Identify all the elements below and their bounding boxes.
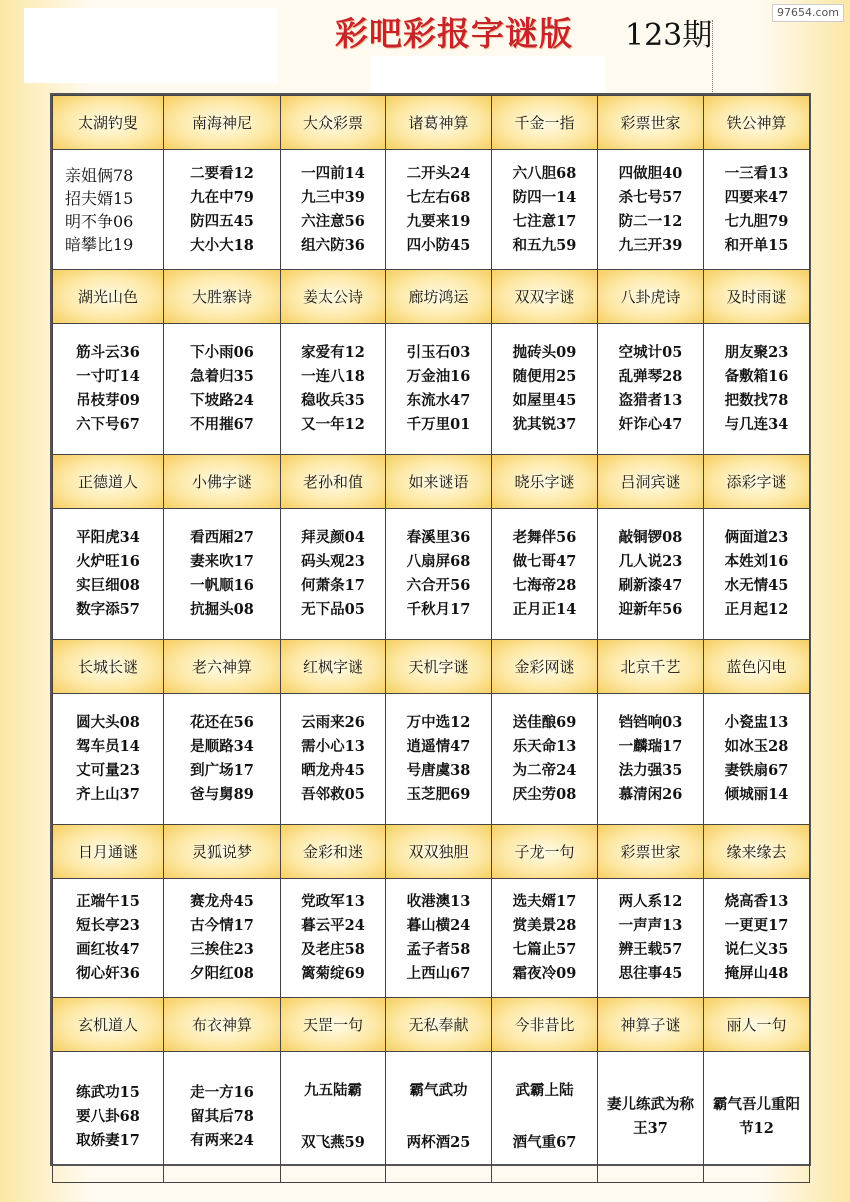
expert-name-cell: 双双独胆: [386, 825, 492, 879]
riddle-cell: [281, 879, 386, 998]
expert-name-cell: 廊坊鸿运: [386, 270, 492, 324]
riddle-line: 东流水47: [406, 392, 471, 409]
riddle-line: 看西厢27: [190, 529, 254, 546]
riddle-line: 一四前14: [301, 164, 365, 182]
header-row: [53, 455, 810, 509]
blank-line: [281, 1103, 385, 1131]
riddle-line: 一声声13: [618, 917, 683, 934]
riddle-cell: [492, 1052, 598, 1183]
riddle-line: 万金油16: [406, 368, 471, 385]
riddle-line: 双飞燕59: [301, 1134, 365, 1151]
riddle-line: 急着归35: [190, 368, 254, 385]
riddle-line: 引玉石03: [406, 344, 471, 361]
riddle-line: 俩面道23: [724, 529, 789, 546]
riddle-line: 驾车员14: [76, 738, 140, 755]
expert-name-cell: 红枫字谜: [281, 640, 386, 694]
riddle-line: 千万里01: [406, 416, 471, 433]
riddle-line: 走一方16: [190, 1084, 254, 1101]
expert-name-cell: 如来谜语: [386, 455, 492, 509]
riddle-line: 王37: [633, 1120, 668, 1137]
riddle-line: 爸与舅89: [190, 786, 254, 803]
riddle-cell: [704, 324, 810, 455]
riddle-cell: [164, 694, 281, 825]
riddle-line: 与几连34: [724, 416, 789, 433]
riddle-line: 及老庄58: [301, 941, 365, 958]
riddle-line: 夕阳红08: [190, 965, 254, 982]
expert-name-cell: 灵狐说梦: [164, 825, 281, 879]
riddle-line: 大小大18: [190, 236, 254, 254]
riddle-line: 四小防45: [406, 236, 471, 254]
riddle-row: [53, 509, 810, 640]
riddle-line: 奸诈心47: [618, 416, 683, 433]
expert-name-cell: 老六神算: [164, 640, 281, 694]
expert-name-cell: 老孙和值: [281, 455, 386, 509]
riddle-line: 一更更17: [724, 917, 789, 934]
riddle-line: 烧高香13: [724, 893, 789, 910]
riddle-line: 七海帝28: [512, 577, 577, 594]
riddle-line: 慕清闲26: [618, 786, 683, 803]
blank-area-middle: [370, 56, 605, 94]
riddle-line: 到广场17: [190, 762, 254, 779]
riddle-cell: [492, 150, 598, 270]
expert-name-cell: 玄机道人: [53, 998, 164, 1052]
riddle-line: 四要来47: [724, 188, 789, 206]
riddle-line: 随便用25: [512, 368, 577, 385]
riddle-line: 法力强35: [618, 762, 683, 779]
site-watermark: 97654.com: [772, 4, 844, 22]
riddle-cell: [598, 509, 704, 640]
riddle-cell: [386, 150, 492, 270]
riddle-line: 明不争06: [65, 211, 134, 231]
riddle-line: 丈可量23: [76, 762, 140, 779]
blank-line: [386, 1103, 491, 1131]
riddle-cell: [53, 324, 164, 455]
riddle-line: 平阳虎34: [76, 529, 140, 546]
expert-name-cell: 姜太公诗: [281, 270, 386, 324]
expert-name-cell: 诸葛神算: [386, 96, 492, 150]
riddle-line: 画红妆47: [76, 941, 140, 958]
riddle-line: 节12: [739, 1120, 774, 1137]
riddle-cell: [281, 324, 386, 455]
expert-name-cell: 正德道人: [53, 455, 164, 509]
riddle-line: 六注意56: [301, 212, 365, 230]
riddle-cell: [598, 324, 704, 455]
riddle-line: 乱弹琴28: [618, 368, 683, 385]
riddle-line: 招夫婿15: [65, 188, 134, 208]
riddle-cell: [164, 509, 281, 640]
riddle-cell: [281, 1052, 386, 1183]
riddle-line: 厌尘劳08: [512, 786, 577, 803]
expert-name-cell: 彩票世家: [598, 96, 704, 150]
expert-name-cell: 千金一指: [492, 96, 598, 150]
riddle-line: 暮山横24: [406, 917, 471, 934]
expert-name-cell: 日月通谜: [53, 825, 164, 879]
riddle-line: 要八卦68: [76, 1108, 140, 1125]
riddle-line: 霸气吾儿重阳: [713, 1096, 800, 1113]
riddle-line: 思往事45: [618, 965, 683, 982]
riddle-line: 为二帝24: [512, 762, 577, 779]
riddle-cell: [53, 1052, 164, 1183]
riddle-cell: [53, 694, 164, 825]
expert-name-cell: 双双字谜: [492, 270, 598, 324]
expert-name-cell: 大众彩票: [281, 96, 386, 150]
riddle-line: 取娇妻17: [76, 1132, 140, 1149]
riddle-line: 赏美景28: [512, 917, 577, 934]
blank-line: [492, 1103, 597, 1131]
expert-name-cell: 北京千艺: [598, 640, 704, 694]
riddle-cell: [704, 150, 810, 270]
expert-name-cell: 长城长谜: [53, 640, 164, 694]
riddle-line: 防二一12: [618, 212, 683, 230]
riddle-line: 正端午15: [76, 893, 140, 910]
expert-name-cell: 蓝色闪电: [704, 640, 810, 694]
expert-name-cell: 八卦虎诗: [598, 270, 704, 324]
riddle-line: 吊枝芽09: [76, 392, 140, 409]
riddle-line: 迎新年56: [618, 601, 683, 618]
riddle-cell: [492, 694, 598, 825]
riddle-row: [53, 324, 810, 455]
riddle-line: 孟子者58: [406, 941, 471, 958]
expert-name-cell: 吕洞宾谜: [598, 455, 704, 509]
riddle-line: 下小雨06: [190, 344, 254, 361]
riddle-line: 稳收兵35: [301, 392, 365, 409]
riddle-cell: [386, 509, 492, 640]
riddle-line: 防四一14: [512, 188, 577, 206]
riddle-line: 一帆顺16: [190, 577, 254, 594]
riddle-cell: [704, 1052, 810, 1183]
riddle-line: 六合开56: [406, 577, 471, 594]
riddle-cell: [704, 694, 810, 825]
riddle-cell: [598, 879, 704, 998]
riddle-line: 实巨细08: [76, 577, 140, 594]
riddle-line: 盗猎者13: [618, 392, 683, 409]
dotted-divider: [712, 20, 713, 92]
riddle-line: 号唐虞38: [406, 762, 471, 779]
riddle-line: 备敷箱16: [724, 368, 789, 385]
riddle-line: 筋斗云36: [76, 344, 140, 361]
riddle-cell: [704, 509, 810, 640]
riddle-line: 本姓刘16: [724, 553, 789, 570]
riddle-cell: [281, 150, 386, 270]
riddle-line: 和五九59: [512, 236, 577, 254]
riddle-line: 一连八18: [301, 368, 365, 385]
riddle-line: 又一年12: [301, 416, 365, 433]
riddle-line: 春溪里36: [406, 529, 471, 546]
riddle-line: 朋友聚23: [724, 344, 789, 361]
riddle-line: 掩屏山48: [724, 965, 789, 982]
riddle-line: 拜灵颜04: [301, 529, 365, 546]
riddle-line: 七注意17: [512, 212, 577, 230]
riddle-line: 是顺路34: [190, 738, 254, 755]
riddle-line: 七九胆79: [724, 212, 789, 230]
riddle-line: 下坡路24: [190, 392, 254, 409]
riddle-line: 如屋里45: [512, 392, 577, 409]
riddle-line: 上西山67: [406, 965, 471, 982]
riddle-line: 齐上山37: [76, 786, 140, 803]
riddle-line: 收港澳13: [406, 893, 471, 910]
riddle-line: 八扇屏68: [406, 553, 471, 570]
riddle-line: 组六防36: [301, 236, 365, 254]
riddle-line: 无下品05: [301, 601, 365, 618]
riddle-line: 乐天命13: [512, 738, 577, 755]
riddle-line: 两人系12: [618, 893, 683, 910]
riddle-cell: [164, 1052, 281, 1183]
riddle-line: 小瓷盅13: [724, 714, 789, 731]
riddle-line: 花还在56: [190, 714, 254, 731]
riddle-line: 三挨住23: [190, 941, 254, 958]
riddle-line: 码头观23: [301, 553, 365, 570]
riddle-cell: [386, 1052, 492, 1183]
riddle-line: 正月起12: [724, 601, 789, 618]
riddle-line: 暗攀比19: [65, 234, 134, 254]
issue-number: 123期: [625, 18, 713, 53]
riddle-line: 做七哥47: [512, 553, 577, 570]
blank-area-left: [24, 8, 278, 83]
riddle-line: 二开头24: [406, 164, 471, 182]
riddle-line: 六下号67: [76, 416, 140, 433]
riddle-line: 水无情45: [724, 577, 789, 594]
header-row: [53, 640, 810, 694]
riddle-line: 篱菊绽69: [301, 965, 365, 982]
expert-name-cell: 铁公神算: [704, 96, 810, 150]
riddle-line: 酒气重67: [512, 1134, 577, 1151]
riddle-line: 一三看13: [724, 164, 789, 182]
riddle-line: 辨王载57: [618, 941, 683, 958]
riddle-line: 古今情17: [190, 917, 254, 934]
riddle-line: 短长亭23: [76, 917, 140, 934]
expert-name-cell: 神算子谜: [598, 998, 704, 1052]
riddle-line: 刷新漆47: [618, 577, 683, 594]
riddle-line: 把数找78: [724, 392, 789, 409]
riddle-line: 送佳酿69: [512, 714, 577, 731]
riddle-cell: [386, 324, 492, 455]
riddle-line: 练武功15: [76, 1084, 140, 1101]
riddle-line: 家爱有12: [301, 344, 365, 361]
riddle-line: 防四五45: [190, 212, 254, 230]
riddle-line: 犹其锐37: [512, 416, 577, 433]
expert-name-cell: 金彩网谜: [492, 640, 598, 694]
riddle-cell: [53, 879, 164, 998]
riddle-line: 九五陆霸: [304, 1082, 362, 1099]
riddle-line: 正月正14: [512, 601, 577, 618]
riddle-line: 一麟瑞17: [618, 738, 683, 755]
expert-name-cell: 金彩和迷: [281, 825, 386, 879]
riddle-line: 两杯酒25: [406, 1134, 471, 1151]
riddle-line: 数字添57: [76, 601, 140, 618]
riddle-line: 妻来吹17: [190, 553, 254, 570]
riddle-table: [52, 95, 810, 1183]
riddle-cell: [492, 879, 598, 998]
riddle-cell: [386, 879, 492, 998]
riddle-line: 晒龙舟45: [301, 762, 365, 779]
riddle-line: 吾邻救05: [301, 786, 365, 803]
riddle-cell: [164, 879, 281, 998]
riddle-line: 武霸上陆: [515, 1082, 574, 1099]
expert-name-cell: 晓乐字谜: [492, 455, 598, 509]
expert-name-cell: 今非昔比: [492, 998, 598, 1052]
riddle-line: 云雨来26: [301, 714, 365, 731]
riddle-cell: [492, 324, 598, 455]
expert-name-cell: 大胜寨诗: [164, 270, 281, 324]
riddle-line: 玉芝肥69: [406, 786, 471, 803]
expert-name-cell: 布衣神算: [164, 998, 281, 1052]
riddle-line: 一寸叮14: [76, 368, 140, 385]
riddle-cell: [53, 509, 164, 640]
riddle-line: 赛龙舟45: [190, 893, 254, 910]
page-title: 彩吧彩报字谜版: [335, 14, 573, 53]
riddle-cell: [53, 150, 164, 270]
riddle-cell: [704, 879, 810, 998]
expert-name-cell: 天罡一句: [281, 998, 386, 1052]
riddle-line: 霜夜冷09: [512, 965, 577, 982]
riddle-line: 空城计05: [618, 344, 683, 361]
riddle-line: 有两来24: [190, 1132, 254, 1149]
riddle-line: 抗掘头08: [190, 601, 254, 618]
riddle-cell: [598, 1052, 704, 1183]
riddle-row: [53, 1052, 810, 1183]
riddle-line: 老舞伴56: [512, 529, 577, 546]
riddle-line: 抛砖头09: [512, 344, 577, 361]
expert-name-cell: 南海神尼: [164, 96, 281, 150]
riddle-line: 七篇止57: [512, 941, 577, 958]
riddle-cell: [164, 324, 281, 455]
riddle-row: [53, 879, 810, 998]
riddle-line: 九在中79: [190, 188, 254, 206]
riddle-row: [53, 150, 810, 270]
riddle-line: 九三开39: [618, 236, 683, 254]
riddle-line: 彻心奸36: [76, 965, 140, 982]
expert-name-cell: 及时雨谜: [704, 270, 810, 324]
riddle-line: 需小心13: [301, 738, 365, 755]
riddle-line: 留其后78: [190, 1108, 254, 1125]
riddle-line: 万中选12: [406, 714, 471, 731]
riddle-line: 暮云平24: [301, 917, 365, 934]
header-row: [53, 825, 810, 879]
expert-name-cell: 缘来缘去: [704, 825, 810, 879]
expert-name-cell: 湖光山色: [53, 270, 164, 324]
riddle-line: 妻铁扇67: [724, 762, 789, 779]
riddle-line: 选夫婿17: [512, 893, 577, 910]
header-row: [53, 998, 810, 1052]
riddle-line: 逍遥情47: [406, 738, 471, 755]
expert-name-cell: 子龙一句: [492, 825, 598, 879]
riddle-line: 九要来19: [406, 212, 471, 230]
riddle-line: 四做胆40: [618, 164, 683, 182]
expert-name-cell: 添彩字谜: [704, 455, 810, 509]
riddle-line: 七左右68: [406, 188, 471, 206]
riddle-line: 圆大头08: [76, 714, 140, 731]
riddle-line: 敲铜锣08: [618, 529, 683, 546]
riddle-line: 千秋月17: [406, 601, 471, 618]
riddle-line: 九三中39: [301, 188, 365, 206]
riddle-line: 何萧条17: [301, 577, 365, 594]
riddle-cell: [164, 150, 281, 270]
riddle-line: 妻儿练武为称: [607, 1096, 694, 1113]
riddle-line: 党政军13: [301, 893, 365, 910]
header-row: [53, 270, 810, 324]
expert-name-cell: 天机字谜: [386, 640, 492, 694]
riddle-line: 和开单15: [724, 236, 789, 254]
riddle-line: 杀七号57: [618, 188, 683, 206]
riddle-row: [53, 694, 810, 825]
header-row: [53, 96, 810, 150]
riddle-line: 霸气武功: [409, 1082, 468, 1099]
riddle-line: 火炉旺16: [76, 553, 140, 570]
riddle-cell: [598, 694, 704, 825]
expert-name-cell: 彩票世家: [598, 825, 704, 879]
riddle-line: 几人说23: [618, 553, 683, 570]
riddle-grid: [50, 93, 811, 1166]
riddle-line: 倾城丽14: [724, 786, 789, 803]
riddle-cell: [386, 694, 492, 825]
riddle-line: 二要看12: [190, 164, 254, 182]
riddle-cell: [281, 694, 386, 825]
riddle-line: 亲姐俩78: [65, 165, 134, 185]
expert-name-cell: 太湖钓叟: [53, 96, 164, 150]
expert-name-cell: 无私奉献: [386, 998, 492, 1052]
expert-name-cell: 小佛字谜: [164, 455, 281, 509]
riddle-line: 如冰玉28: [724, 738, 789, 755]
riddle-line: 六八胆68: [512, 164, 577, 182]
riddle-cell: [492, 509, 598, 640]
expert-name-cell: 丽人一句: [704, 998, 810, 1052]
riddle-cell: [598, 150, 704, 270]
riddle-line: 铛铛响03: [618, 714, 683, 731]
riddle-cell: [281, 509, 386, 640]
riddle-line: 说仁义35: [724, 941, 789, 958]
riddle-line: 不用摧67: [190, 416, 254, 433]
